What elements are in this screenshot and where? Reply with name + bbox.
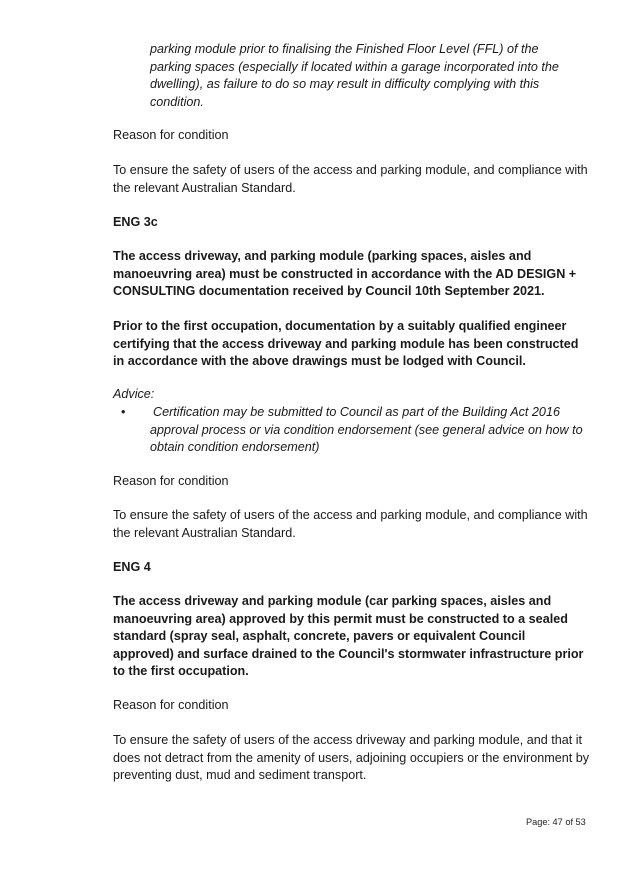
condition-text-line: approved) and surface drained to the Council's stormwater infrastructure prior: [113, 646, 584, 661]
reason-heading: Reason for condition: [113, 698, 229, 712]
condition-text-line: in accordance with the above drawings must be lodged with Council.: [113, 354, 526, 368]
advice-label: Advice:: [113, 387, 155, 401]
advice-bullet-line: obtain condition endorsement): [150, 440, 320, 454]
condition-text-line: manoeuvring area) must be constructed in accordance with the AD DESIGN +: [113, 266, 577, 281]
condition-text-line: Prior to the first occupation, documentation by a suitably qualified engineer: [113, 319, 567, 333]
advice-continued-line: parking module prior to finalising the Finished Floor Level (FFL) of the: [150, 42, 539, 56]
condition-text-line: CONSULTING documentation received by Council 10th September 2021.: [113, 284, 545, 298]
condition-heading-eng3c: ENG 3c: [113, 215, 158, 229]
reason-text-line: preventing dust, mud and sediment transport.: [113, 768, 367, 782]
reason-text-line: the relevant Australian Standard.: [113, 180, 296, 195]
reason-heading: Reason for condition: [113, 128, 229, 142]
page-number: Page: 47 of 53: [526, 817, 586, 827]
advice-continued-line: dwelling), as failure to do so may result in difficulty complying with this: [150, 77, 540, 91]
bullet-icon: •: [121, 405, 126, 419]
condition-text-line: manoeuvring area) approved by this permit must be constructed to a sealed: [113, 611, 568, 626]
condition-text-line: to the first occupation.: [113, 664, 249, 678]
condition-text-line: The access driveway, and parking module (parking spaces, aisles and: [113, 249, 532, 263]
condition-text-line: The access driveway and parking module (car parking spaces, aisles and: [113, 594, 552, 608]
reason-text-line: To ensure the safety of users of the access driveway and parking module, and that it: [113, 733, 583, 747]
advice-bullet-line: Certification may be submitted to Council as part of the Building Act 2016: [153, 405, 560, 419]
advice-continued-line: condition.: [150, 94, 204, 109]
reason-text-line: To ensure the safety of users of the access and parking module, and compliance with: [113, 508, 588, 522]
advice-continued-line: parking spaces (especially if located within a garage incorporated into the: [150, 59, 559, 74]
condition-heading-eng4: ENG 4: [113, 560, 151, 574]
reason-text-line: does not detract from the amenity of users, adjoining occupiers or the environment by: [113, 750, 590, 765]
reason-heading: Reason for condition: [113, 474, 229, 488]
reason-text-line: the relevant Australian Standard.: [113, 525, 296, 540]
advice-bullet-line: approval process or via condition endorsement (see general advice on how to: [150, 422, 583, 437]
condition-text-line: standard (spray seal, asphalt, concrete, pavers or equivalent Council: [113, 629, 526, 643]
reason-text-line: To ensure the safety of users of the access and parking module, and compliance with: [113, 163, 588, 177]
condition-text-line: certifying that the access driveway and parking module has been constructed: [113, 336, 579, 351]
